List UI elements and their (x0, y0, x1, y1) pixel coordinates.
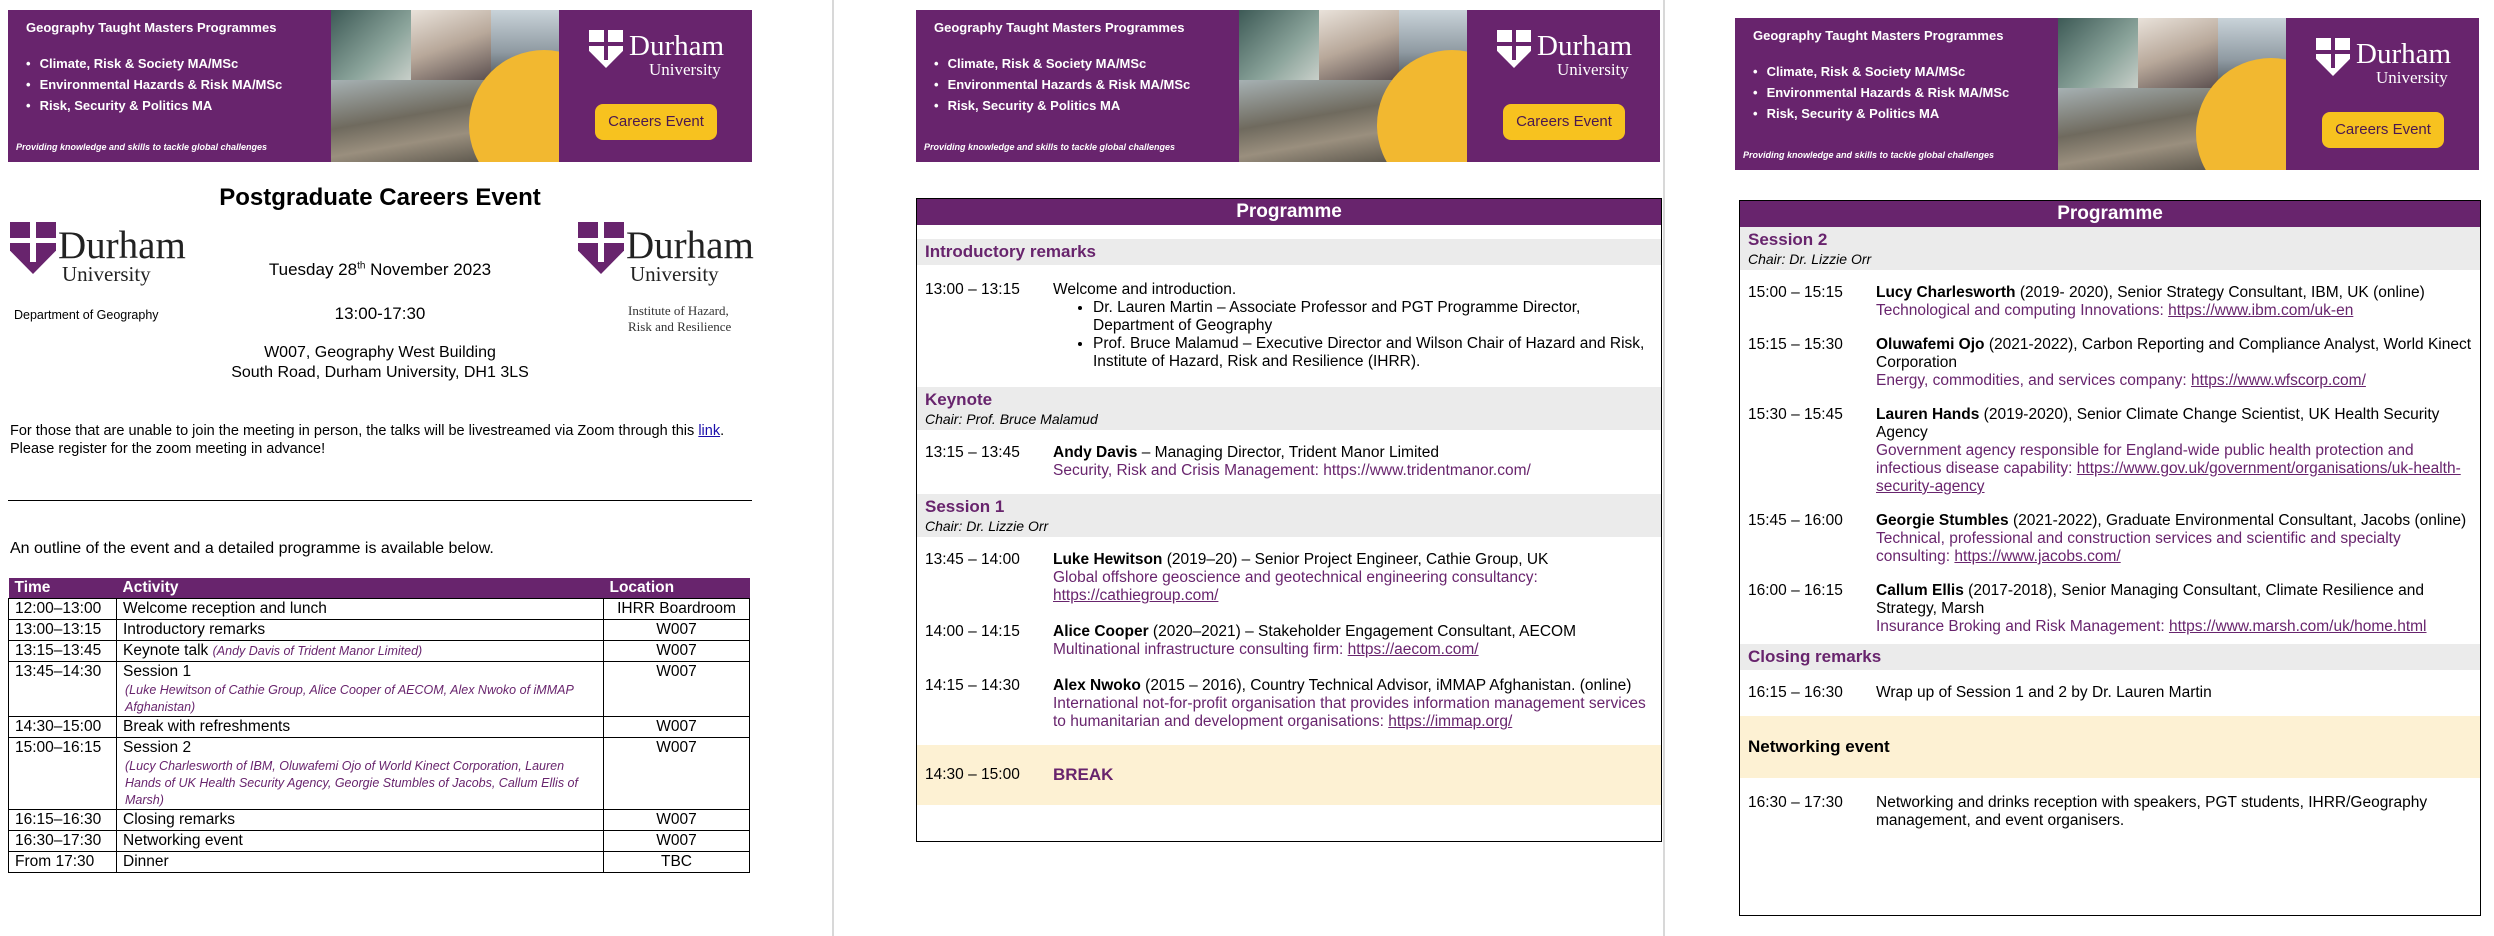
cell-location: W007 (604, 738, 750, 810)
item-time: 16:15 – 16:30 (1748, 684, 1843, 701)
programme-item (917, 551, 1661, 605)
programme-item: • Climate, Risk & Society MA/MSc (1753, 61, 2040, 82)
section-title: Introductory remarks (925, 242, 1096, 261)
speaker-name: Lucy Charlesworth (1876, 284, 2016, 301)
cell-time: 13:00–13:15 (9, 620, 117, 641)
banner-tagline: Providing knowledge and skills to tackle global challenges (16, 142, 268, 152)
section-title: Session 2 (1748, 230, 1828, 249)
break-row (917, 745, 1661, 805)
org-link[interactable]: https://www.wfscorp.com/ (2191, 372, 2366, 389)
org-link[interactable]: https://www.ibm.com/uk-en (2168, 302, 2354, 319)
zoom-note-2: Please register for the zoom meeting in advance! (10, 441, 326, 457)
logo-sub: University (62, 262, 151, 286)
dept-ihrr-line1: Institute of Hazard, (628, 303, 729, 318)
speaker-role: (2019-2020), Senior Climate Change Scientist, UK Health Security Agency (1876, 406, 2440, 441)
cell-time: 13:45–14:30 (9, 662, 117, 717)
org-description: Multinational infrastructure consulting firm: (1053, 641, 1344, 658)
programme-box (916, 198, 1662, 842)
speaker-name: Alice Cooper (1053, 623, 1149, 640)
table-row (9, 831, 750, 852)
banner-logo-panel (559, 10, 752, 162)
item-time: 15:45 – 16:00 (1748, 512, 1843, 529)
item-time: 16:00 – 16:15 (1748, 582, 1843, 599)
programme-item: • Risk, Security & Politics MA (1753, 103, 2040, 124)
cell-location: W007 (604, 641, 750, 662)
section-session-2 (1740, 227, 2480, 270)
banner-tagline: Providing knowledge and skills to tackle global challenges (1743, 150, 1995, 160)
logo-name: Durham (2356, 38, 2452, 70)
speaker-role: (2020–2021) – Stakeholder Engagement Consultant, AECOM (1148, 623, 1576, 640)
org-description: International not-for-profit organisation that provides information management services to humanitarian and development organisations: (1053, 695, 1646, 730)
programme-item (917, 677, 1661, 731)
cell-activity: Dinner (117, 852, 604, 873)
banner-photo (1239, 10, 1467, 162)
cell-location: W007 (604, 620, 750, 641)
programme-item (1740, 582, 2480, 636)
item-details (1053, 623, 1653, 659)
section-closing (1740, 644, 2480, 670)
date-text: November 2023 (365, 260, 492, 279)
programme-item (1740, 284, 2480, 320)
banner-title: Geography Taught Masters Programmes (934, 20, 1185, 35)
programme-item: • Environmental Hazards & Risk MA/MSc (1753, 82, 2040, 103)
programme-box (1739, 200, 2481, 916)
banner-photo (2058, 18, 2286, 170)
section-keynote (917, 387, 1661, 430)
programme-item: • Environmental Hazards & Risk MA/MSc (934, 74, 1221, 95)
event-time: 13:00-17:30 (334, 304, 426, 323)
speaker-name: Lauren Hands (1876, 406, 1980, 423)
logo-sub: University (649, 60, 721, 79)
activity-note: (Lucy Charlesworth of IBM, Oluwafemi Ojo of World Kinect Corporation, Lauren Hands of UK Health Security Agency, Georgie Stumbles of Jacobs, Callum Ellis of Marsh) (125, 759, 578, 807)
item-details (1876, 512, 2472, 566)
banner (1735, 18, 2479, 170)
banner-text (8, 10, 331, 162)
banner-tagline: Providing knowledge and skills to tackle global challenges (924, 142, 1176, 152)
programme-heading: Programme (917, 199, 1661, 225)
table-row (9, 599, 750, 620)
cell-location: W007 (604, 717, 750, 738)
table-header (9, 578, 750, 599)
cell-location: IHRR Boardroom (604, 599, 750, 620)
org-link[interactable]: https://www.gov.uk/government/organisations/uk-health-security-agency (1876, 460, 2461, 495)
item-details (1053, 551, 1653, 605)
item-details (1876, 406, 2472, 496)
logo-name: Durham (1537, 30, 1633, 62)
cell-location: TBC (604, 852, 750, 873)
item-details (1876, 336, 2472, 390)
programme-list (26, 53, 313, 116)
item-time: 14:00 – 14:15 (925, 623, 1020, 640)
logo-name: Durham (629, 30, 725, 62)
cell-activity: Break with refreshments (117, 717, 604, 738)
item-bullet: • Dr. Lauren Martin – Associate Professor and PGT Programme Director, Department of Geography (1093, 299, 1653, 335)
item-time: 13:45 – 14:00 (925, 551, 1020, 568)
banner-logo-panel (1467, 10, 1660, 162)
item-time: 14:30 – 15:00 (925, 766, 1020, 783)
org-description: Government agency responsible for England-wide public health protection and infectious disease capability: (1876, 442, 2414, 477)
programme-item (1740, 512, 2480, 566)
org-description: Energy, commodities, and services company: (1876, 372, 2187, 389)
table-row (9, 852, 750, 873)
programme-item (1740, 336, 2480, 390)
section-session-1 (917, 494, 1661, 537)
cell-location: W007 (604, 662, 750, 717)
cell-activity (117, 641, 604, 662)
programme-heading: Programme (1740, 201, 2480, 227)
zoom-link[interactable]: link (698, 423, 721, 439)
table-row (9, 717, 750, 738)
org-description: Insurance Broking and Risk Management: (1876, 618, 2165, 635)
programme-item: • Climate, Risk & Society MA/MSc (26, 53, 313, 74)
outline-text: An outline of the event and a detailed programme is available below. (10, 540, 494, 557)
page-title: Postgraduate Careers Event (219, 184, 541, 211)
careers-event-button[interactable]: Careers Event (2322, 112, 2444, 148)
programme-item (1740, 406, 2480, 496)
item-time: 15:15 – 15:30 (1748, 336, 1843, 353)
table-row (9, 738, 750, 810)
schedule-table (8, 578, 750, 873)
speaker-name: Alex Nwoko (1053, 677, 1141, 694)
activity-text: Keynote talk (123, 642, 209, 659)
event-date (0, 260, 760, 280)
section-title: Keynote (925, 390, 993, 409)
section-intro (917, 239, 1661, 265)
section-chair: Chair: Prof. Bruce Malamud (925, 411, 1098, 427)
cell-time: From 17:30 (9, 852, 117, 873)
logo-sub: University (630, 262, 719, 286)
careers-event-button[interactable]: Careers Event (1503, 104, 1625, 140)
programme-item (917, 444, 1661, 480)
speaker-role: (2021-2022), Carbon Reporting and Compliance Analyst, World Kinect Corporation (1876, 336, 2472, 371)
item-time: 13:15 – 13:45 (925, 444, 1020, 461)
item-details (1053, 281, 1653, 371)
programme-item (1740, 684, 2480, 702)
cell-location: W007 (604, 831, 750, 852)
programme-item (917, 623, 1661, 659)
item-text: Networking and drinks reception with speakers, PGT students, IHRR/Geography management, and event organisers. (1876, 794, 2428, 829)
org-description: Technological and computing Innovations: (1876, 302, 2164, 319)
item-details (1053, 677, 1653, 731)
crest-icon (2316, 38, 2350, 76)
speaker-name: Luke Hewitson (1053, 551, 1163, 568)
section-title: Session 1 (925, 497, 1005, 516)
org-link[interactable]: https://immap.org/ (1388, 713, 1513, 730)
item-text: Welcome and introduction. (1053, 281, 1237, 298)
programme-list (1753, 61, 2040, 124)
table-row (9, 810, 750, 831)
cell-location: W007 (604, 810, 750, 831)
logo-name: Durham (626, 224, 754, 267)
col-activity: Activity (117, 578, 604, 599)
table-row (9, 662, 750, 717)
section-chair: Chair: Dr. Lizzie Orr (1748, 251, 1872, 267)
zoom-text: For those that are unable to join the meeting in person, the talks will be livestreamed via Zoom through this (10, 423, 695, 439)
org-link[interactable]: https://www.jacobs.com/ (1954, 548, 2121, 565)
programme-item (917, 281, 1661, 371)
org-description: Global offshore geoscience and geotechnical engineering consultancy: (1053, 569, 1538, 586)
activity-note: (Andy Davis of Trident Manor Limited) (212, 644, 423, 658)
cell-time: 13:15–13:45 (9, 641, 117, 662)
programme-item: • Risk, Security & Politics MA (26, 95, 313, 116)
divider (8, 500, 752, 501)
zoom-note: For those that are unable to join the meeting in person, the talks will be livestreamed via Zoom through this link. (10, 423, 725, 439)
speaker-role: (2019- 2020), Senior Strategy Consultant, IBM, UK (online) (2015, 284, 2425, 301)
cell-activity: Introductory remarks (117, 620, 604, 641)
speaker-role: (2021-2022), Graduate Environmental Consultant, Jacobs (online) (2008, 512, 2467, 529)
banner-photo (331, 10, 559, 162)
page-2 (832, 0, 1663, 936)
logo-name: Durham (58, 224, 186, 267)
speaker-role: – Managing Director, Trident Manor Limited (1137, 444, 1439, 461)
cell-activity (117, 662, 604, 717)
item-time: 15:30 – 15:45 (1748, 406, 1843, 423)
dept-geography: Department of Geography (14, 308, 159, 322)
date-sup: th (357, 260, 366, 272)
venue-line2: South Road, Durham University, DH1 3LS (231, 364, 529, 381)
cell-activity: Networking event (117, 831, 604, 852)
table-row (9, 641, 750, 662)
programme-item (1740, 794, 2480, 830)
org-link[interactable]: https://aecom.com/ (1347, 641, 1479, 658)
item-bullet: • Prof. Bruce Malamud – Executive Director and Wilson Chair of Hazard and Risk, Institute of Hazard, Risk and Resilience (IHRR). (1093, 335, 1653, 371)
banner-text (1735, 18, 2058, 170)
activity-note: (Luke Hewitson of Cathie Group, Alice Cooper of AECOM, Alex Nwoko of iMMAP Afghanistan) (125, 683, 574, 714)
item-text: Wrap up of Session 1 and 2 by Dr. Lauren Martin (1876, 684, 2212, 701)
banner-text (916, 10, 1239, 162)
programme-item: • Climate, Risk & Society MA/MSc (934, 53, 1221, 74)
activity-text: Session 1 (123, 663, 192, 680)
item-time: 15:00 – 15:15 (1748, 284, 1843, 301)
banner (8, 10, 752, 162)
item-details (1053, 444, 1653, 480)
table-row (9, 620, 750, 641)
speaker-role: (2015 – 2016), Country Technical Advisor, iMMAP Afghanistan. (online) (1140, 677, 1632, 694)
cell-time: 12:00–13:00 (9, 599, 117, 620)
durham-logo-right (578, 222, 778, 292)
cell-activity: Closing remarks (117, 810, 604, 831)
item-time: 13:00 – 13:15 (925, 281, 1020, 298)
crest-icon (1497, 30, 1531, 68)
logo-sub: University (1557, 60, 1629, 79)
durham-logo-left (10, 222, 210, 292)
speaker-name: Oluwafemi Ojo (1876, 336, 1985, 353)
programme-item: • Environmental Hazards & Risk MA/MSc (26, 74, 313, 95)
cell-time: 16:30–17:30 (9, 831, 117, 852)
item-details (1876, 582, 2472, 636)
banner (916, 10, 1660, 162)
banner-title: Geography Taught Masters Programmes (26, 20, 277, 35)
speaker-name: Callum Ellis (1876, 582, 1964, 599)
break-label: BREAK (1053, 765, 1114, 784)
item-time: 14:15 – 14:30 (925, 677, 1020, 694)
dept-ihrr-line2: Risk and Resilience (628, 319, 732, 334)
page-3 (1663, 0, 2494, 936)
programme-list (934, 53, 1221, 116)
careers-event-button[interactable]: Careers Event (595, 104, 717, 140)
cell-time: 15:00–16:15 (9, 738, 117, 810)
speaker-name: Georgie Stumbles (1876, 512, 2009, 529)
item-time: 16:30 – 17:30 (1748, 794, 1843, 811)
org-description: Technical, professional and construction services and scientific and specialty consulting: (1876, 530, 2401, 565)
banner-logo-panel (2286, 18, 2479, 170)
org-link[interactable]: https://www.marsh.com/uk/home.html (2168, 618, 2427, 635)
banner-title: Geography Taught Masters Programmes (1753, 28, 2004, 43)
page-1 (0, 0, 832, 936)
date-text: Tuesday 28 (268, 260, 358, 279)
venue-line1: W007, Geography West Building (264, 344, 496, 361)
cell-activity (117, 738, 604, 810)
col-time: Time (9, 578, 117, 599)
section-chair: Chair: Dr. Lizzie Orr (925, 518, 1049, 534)
crest-icon (589, 30, 623, 68)
speaker-role: (2017-2018), Senior Managing Consultant, Climate Resilience and Strategy, Marsh (1876, 582, 2424, 617)
section-title: Closing remarks (1748, 647, 1882, 666)
speaker-role: (2019–20) – Senior Project Engineer, Cathie Group, UK (1162, 551, 1549, 568)
col-location: Location (604, 578, 750, 599)
org-link[interactable]: https://cathiegroup.com/ (1053, 587, 1219, 604)
org-description: Security, Risk and Crisis Management: https://www.tridentmanor.com/ (1053, 462, 1531, 479)
logo-sub: University (2376, 68, 2448, 87)
speaker-name: Andy Davis (1053, 444, 1138, 461)
cell-time: 16:15–16:30 (9, 810, 117, 831)
item-details (1876, 284, 2472, 320)
cell-time: 14:30–15:00 (9, 717, 117, 738)
section-networking: Networking event (1740, 716, 2480, 778)
programme-item: • Risk, Security & Politics MA (934, 95, 1221, 116)
cell-activity: Welcome reception and lunch (117, 599, 604, 620)
activity-text: Session 2 (123, 739, 192, 756)
